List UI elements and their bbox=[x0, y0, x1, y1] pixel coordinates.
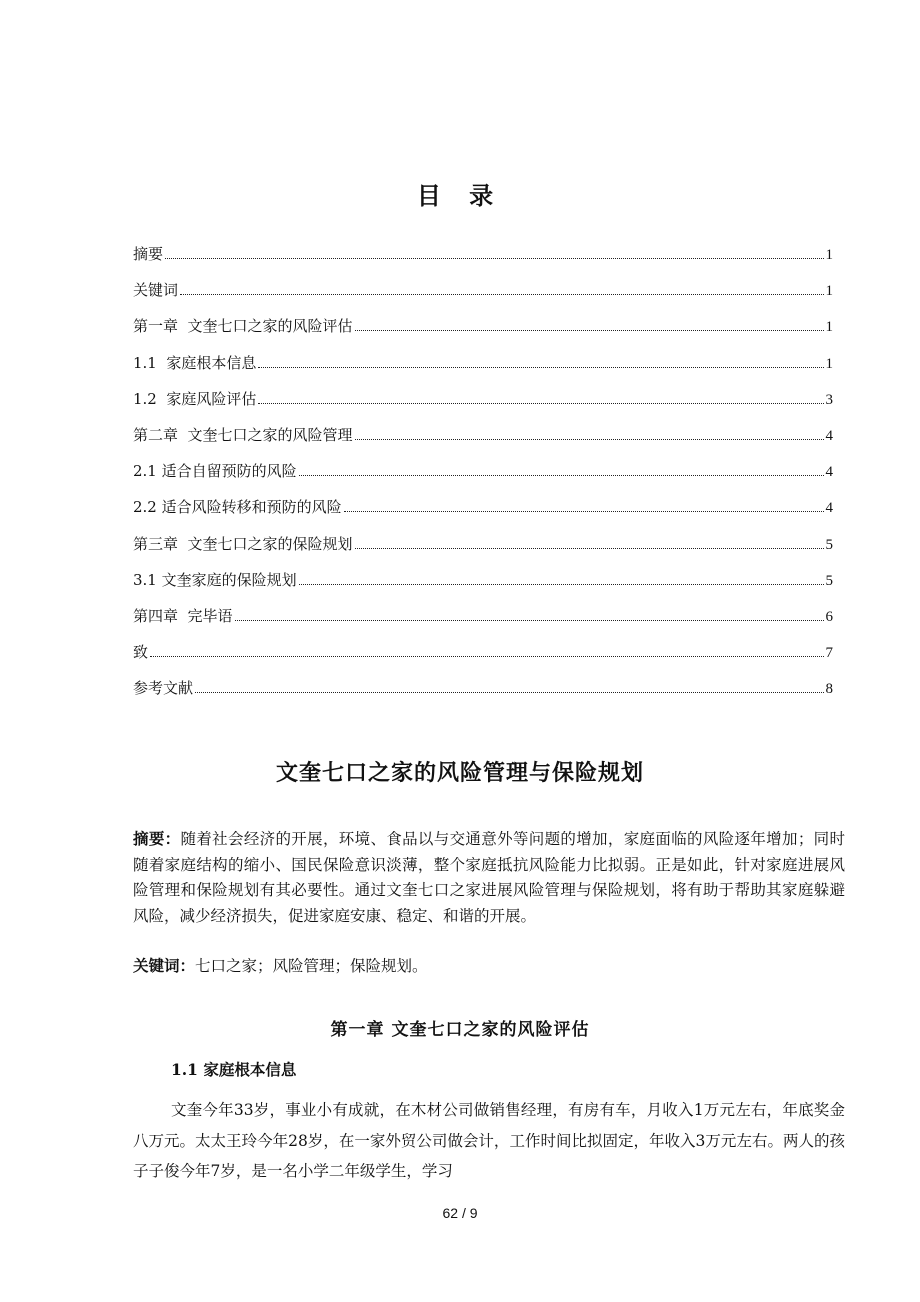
toc-entry-label: 1.1 家庭根本信息 bbox=[133, 353, 257, 372]
toc-entry[interactable] bbox=[133, 562, 833, 598]
toc-entry-page: 5 bbox=[825, 572, 833, 589]
toc-entry-label: 第二章 文奎七口之家的风险管理 bbox=[133, 425, 353, 444]
toc-leader-dots bbox=[195, 692, 823, 693]
table-of-contents bbox=[133, 236, 833, 706]
toc-entry[interactable] bbox=[133, 598, 833, 634]
toc-entry-label: 第三章 文奎七口之家的保险规划 bbox=[133, 534, 353, 553]
toc-entry-page: 1 bbox=[825, 319, 833, 336]
toc-entry[interactable] bbox=[133, 670, 833, 706]
toc-entry[interactable] bbox=[133, 272, 833, 308]
toc-entry-page: 4 bbox=[825, 500, 833, 517]
toc-entry[interactable] bbox=[133, 526, 833, 562]
toc-leader-dots bbox=[258, 403, 823, 404]
keywords-line bbox=[133, 953, 845, 980]
toc-leader-dots bbox=[355, 330, 824, 331]
toc-entry[interactable] bbox=[133, 489, 833, 525]
toc-entry-page: 4 bbox=[825, 464, 833, 481]
abstract-label: 摘要： bbox=[133, 829, 181, 848]
toc-entry-page: 7 bbox=[825, 645, 833, 662]
section-1-1-paragraph: 文奎今年33岁，事业小有成就，在木材公司做销售经理，有房有车，月收入1万元左右，年底奖金八万元。太太王玲今年28岁，在一家外贸公司做会计，工作时间比拟固定，年收入3万元左右。两人的孩子子俊今年7岁，是一名小学二年级学生，学习 bbox=[133, 1101, 845, 1180]
toc-entry-page: 3 bbox=[825, 391, 833, 408]
toc-entry[interactable] bbox=[133, 236, 833, 272]
toc-entry-page: 1 bbox=[825, 247, 833, 263]
toc-entry[interactable] bbox=[133, 308, 833, 344]
toc-leader-dots bbox=[344, 511, 824, 512]
keywords-label: 关键词： bbox=[133, 956, 196, 975]
toc-entry-label: 1.2 家庭风险评估 bbox=[133, 389, 257, 408]
toc-entry-page: 1 bbox=[825, 283, 833, 300]
toc-entry-label: 致 bbox=[133, 643, 149, 662]
toc-title: 目 录 bbox=[416, 181, 504, 210]
abstract-paragraph bbox=[133, 826, 845, 929]
toc-leader-dots bbox=[165, 258, 823, 259]
document-title: 文奎七口之家的风险管理与保险规划 bbox=[275, 760, 644, 786]
toc-entry-label: 第一章 文奎七口之家的风险评估 bbox=[133, 317, 353, 336]
toc-entry-page: 6 bbox=[825, 608, 833, 625]
toc-entry-page: 8 bbox=[825, 681, 833, 698]
toc-leader-dots bbox=[355, 548, 824, 549]
chapter-1-heading: 第一章 文奎七口之家的风险评估 bbox=[330, 1020, 590, 1040]
toc-entry-label: 参考文献 bbox=[133, 679, 194, 698]
toc-leader-dots bbox=[299, 475, 824, 476]
toc-entry-page: 1 bbox=[825, 355, 833, 372]
toc-entry-label: 关键词 bbox=[133, 281, 179, 300]
toc-entry[interactable] bbox=[133, 345, 833, 381]
toc-entry[interactable] bbox=[133, 453, 833, 489]
abstract-text: 随着社会经济的开展，环境、食品以与交通意外等问题的增加，家庭面临的风险逐年增加；同时随着家庭结构的缩小、国民保险意识淡薄，整个家庭抵抗风险能力比拟弱。正是如此，针对家庭进展风险管理和保险规划有其必要性。通过文奎七口之家进展风险管理与保险规划，将有助于帮助其家庭躲避风险，减少经济损失，促进家庭安康、稳定、和谐的开展。 bbox=[133, 830, 845, 925]
toc-leader-dots bbox=[258, 367, 823, 368]
toc-entry[interactable] bbox=[133, 417, 833, 453]
toc-entry-label: 2.1 适合自留预防的风险 bbox=[133, 462, 297, 481]
keywords-text: 七口之家；风险管理；保险规划。 bbox=[195, 957, 428, 975]
toc-entry-label: 2.2 适合风险转移和预防的风险 bbox=[133, 498, 342, 517]
toc-leader-dots bbox=[150, 656, 823, 657]
toc-entry-label: 第四章 完毕语 bbox=[133, 606, 233, 625]
toc-entry-label: 3.1 文奎家庭的保险规划 bbox=[133, 570, 297, 589]
page-number-footer: 62 / 9 bbox=[442, 1205, 478, 1221]
toc-entry[interactable] bbox=[133, 634, 833, 670]
toc-entry-page: 4 bbox=[825, 427, 833, 444]
toc-leader-dots bbox=[235, 620, 824, 621]
toc-leader-dots bbox=[180, 294, 823, 295]
toc-entry-label: 摘要 bbox=[133, 245, 164, 263]
toc-entry-page: 5 bbox=[825, 536, 833, 553]
section-1-1-heading: 1.1 家庭根本信息 bbox=[171, 1060, 297, 1079]
toc-entry[interactable] bbox=[133, 381, 833, 417]
toc-leader-dots bbox=[355, 439, 824, 440]
toc-leader-dots bbox=[299, 584, 824, 585]
